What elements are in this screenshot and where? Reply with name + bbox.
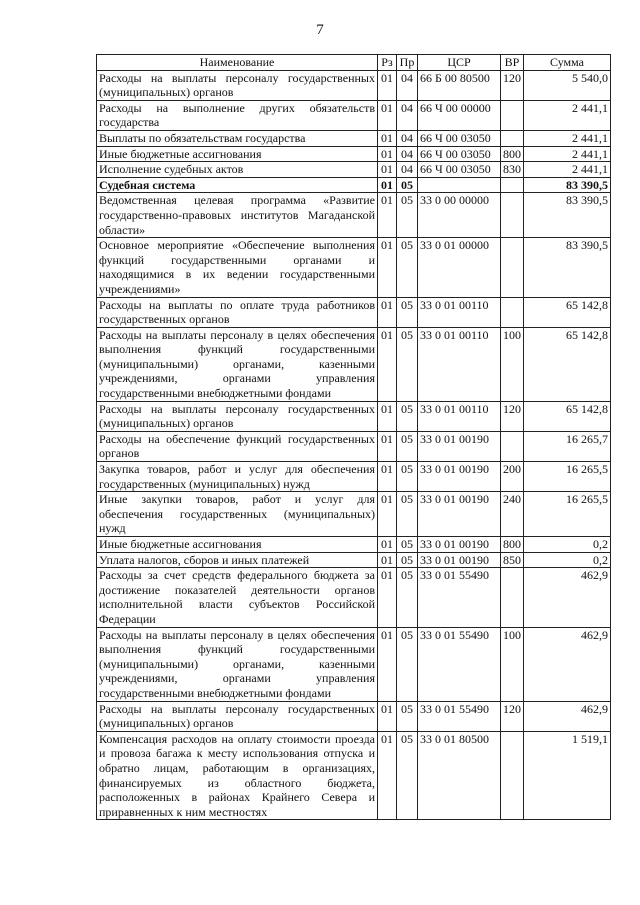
cell-csr: 66 Ч 00 03050	[418, 130, 501, 146]
cell-name: Компенсация расходов на оплату стоимости проезда и провоза багажа к месту использования отпуска и обратно лицам, работающим в организациях, финансируемых из областного бюджета, расположенных в районах Крайнего Севера и приравненных к ним местностях	[97, 731, 378, 820]
cell-vr: 100	[501, 627, 524, 701]
cell-rz: 01	[378, 297, 397, 327]
cell-vr	[501, 568, 524, 627]
cell-sum: 16 265,5	[524, 492, 611, 537]
cell-rz: 01	[378, 552, 397, 568]
table-row	[97, 431, 611, 461]
cell-csr: 33 0 01 55490	[418, 701, 501, 731]
cell-rz: 01	[378, 238, 397, 297]
cell-csr: 33 0 00 00000	[418, 193, 501, 238]
cell-rz: 01	[378, 701, 397, 731]
cell-csr: 66 Б 00 80500	[418, 70, 501, 100]
cell-vr: 120	[501, 401, 524, 431]
cell-name: Закупка товаров, работ и услуг для обеспечения государственных (муниципальных) нужд	[97, 462, 378, 492]
cell-sum: 65 142,8	[524, 401, 611, 431]
cell-vr	[501, 431, 524, 461]
cell-csr: 66 Ч 00 03050	[418, 162, 501, 178]
cell-csr	[418, 177, 501, 193]
cell-vr: 120	[501, 701, 524, 731]
cell-name: Расходы на выплаты персоналу в целях обеспечения выполнения функций государственными (муниципальными) органами, казенными учреждениями, органами управления государственными внебюджетными фондами	[97, 327, 378, 401]
cell-pr: 05	[397, 627, 418, 701]
cell-csr: 33 0 01 00110	[418, 297, 501, 327]
header-vr: ВР	[501, 55, 524, 71]
cell-sum: 2 441,1	[524, 162, 611, 178]
cell-vr: 830	[501, 162, 524, 178]
cell-csr: 66 Ч 00 03050	[418, 146, 501, 162]
cell-name: Основное мероприятие «Обеспечение выполнения функций государственными органами и находящимися в их ведении государственными учреждениями»	[97, 238, 378, 297]
cell-name: Расходы на выплаты персоналу государственных (муниципальных) органов	[97, 701, 378, 731]
cell-sum: 83 390,5	[524, 177, 611, 193]
cell-pr: 05	[397, 552, 418, 568]
table-row	[97, 492, 611, 537]
cell-rz: 01	[378, 146, 397, 162]
cell-rz: 01	[378, 193, 397, 238]
cell-name: Ведомственная целевая программа «Развитие государственно-правовых институтов Магаданской области»	[97, 193, 378, 238]
cell-csr: 33 0 01 00190	[418, 431, 501, 461]
cell-sum: 83 390,5	[524, 238, 611, 297]
cell-sum: 2 441,1	[524, 130, 611, 146]
cell-sum: 5 540,0	[524, 70, 611, 100]
cell-pr: 05	[397, 177, 418, 193]
cell-vr	[501, 731, 524, 820]
table-row	[97, 552, 611, 568]
table-row	[97, 70, 611, 100]
cell-rz: 01	[378, 568, 397, 627]
cell-rz: 01	[378, 492, 397, 537]
table-row	[97, 401, 611, 431]
cell-name: Расходы за счет средств федерального бюджета за достижение показателей деятельности органов исполнительной власти субъектов Российской Федерации	[97, 568, 378, 627]
cell-pr: 04	[397, 130, 418, 146]
cell-csr: 33 0 01 00190	[418, 462, 501, 492]
cell-name: Иные закупки товаров, работ и услуг для обеспечения государственных (муниципальных) нужд	[97, 492, 378, 537]
cell-vr	[501, 100, 524, 130]
cell-pr: 05	[397, 431, 418, 461]
cell-sum: 65 142,8	[524, 297, 611, 327]
cell-vr: 240	[501, 492, 524, 537]
cell-rz: 01	[378, 537, 397, 553]
cell-sum: 2 441,1	[524, 100, 611, 130]
cell-csr: 33 0 01 00000	[418, 238, 501, 297]
cell-name: Иные бюджетные ассигнования	[97, 537, 378, 553]
cell-pr: 05	[397, 731, 418, 820]
cell-pr: 05	[397, 701, 418, 731]
cell-vr: 100	[501, 327, 524, 401]
cell-csr: 33 0 01 00190	[418, 492, 501, 537]
cell-sum: 16 265,5	[524, 462, 611, 492]
cell-sum: 462,9	[524, 568, 611, 627]
table-row	[97, 193, 611, 238]
cell-sum: 1 519,1	[524, 731, 611, 820]
cell-rz: 01	[378, 431, 397, 461]
cell-vr	[501, 130, 524, 146]
header-pr: Пр	[397, 55, 418, 71]
cell-rz: 01	[378, 70, 397, 100]
cell-name: Расходы на выплаты персоналу государственных (муниципальных) органов	[97, 70, 378, 100]
table-row	[97, 162, 611, 178]
cell-pr: 05	[397, 401, 418, 431]
cell-rz: 01	[378, 462, 397, 492]
cell-csr: 33 0 01 00190	[418, 537, 501, 553]
table-row	[97, 327, 611, 401]
header-sum: Сумма	[524, 55, 611, 71]
cell-pr: 04	[397, 146, 418, 162]
cell-name: Исполнение судебных актов	[97, 162, 378, 178]
header-rz: Рз	[378, 55, 397, 71]
cell-vr: 800	[501, 537, 524, 553]
cell-name: Расходы на выплаты персоналу в целях обеспечения выполнения функций государственными (муниципальными) органами, казенными учреждениями, органами управления государственными внебюджетными фондами	[97, 627, 378, 701]
cell-name: Расходы на выплаты персоналу государственных (муниципальных) органов	[97, 401, 378, 431]
header-csr: ЦСР	[418, 55, 501, 71]
table-row	[97, 537, 611, 553]
cell-pr: 05	[397, 492, 418, 537]
cell-pr: 05	[397, 537, 418, 553]
cell-vr: 850	[501, 552, 524, 568]
table-header-row	[97, 55, 611, 71]
cell-sum: 462,9	[524, 627, 611, 701]
cell-rz: 01	[378, 731, 397, 820]
table-row	[97, 627, 611, 701]
cell-sum: 0,2	[524, 537, 611, 553]
cell-csr: 66 Ч 00 00000	[418, 100, 501, 130]
table-row	[97, 100, 611, 130]
cell-csr: 33 0 01 80500	[418, 731, 501, 820]
cell-rz: 01	[378, 162, 397, 178]
cell-name: Уплата налогов, сборов и иных платежей	[97, 552, 378, 568]
page-number: 7	[316, 22, 324, 38]
cell-pr: 04	[397, 162, 418, 178]
cell-rz: 01	[378, 100, 397, 130]
cell-rz: 01	[378, 177, 397, 193]
cell-rz: 01	[378, 627, 397, 701]
cell-sum: 16 265,7	[524, 431, 611, 461]
cell-sum: 65 142,8	[524, 327, 611, 401]
cell-pr: 05	[397, 327, 418, 401]
table-row	[97, 462, 611, 492]
cell-vr: 120	[501, 70, 524, 100]
cell-pr: 05	[397, 238, 418, 297]
cell-pr: 05	[397, 462, 418, 492]
cell-csr: 33 0 01 00110	[418, 401, 501, 431]
cell-pr: 04	[397, 70, 418, 100]
budget-table	[96, 54, 611, 820]
cell-sum: 2 441,1	[524, 146, 611, 162]
cell-name: Расходы на выполнение других обязательств государства	[97, 100, 378, 130]
cell-name: Судебная система	[97, 177, 378, 193]
cell-vr	[501, 238, 524, 297]
cell-sum: 83 390,5	[524, 193, 611, 238]
cell-csr: 33 0 01 00110	[418, 327, 501, 401]
table-row	[97, 238, 611, 297]
cell-name: Иные бюджетные ассигнования	[97, 146, 378, 162]
cell-vr	[501, 193, 524, 238]
cell-rz: 01	[378, 130, 397, 146]
cell-vr: 800	[501, 146, 524, 162]
cell-pr: 05	[397, 568, 418, 627]
cell-sum: 0,2	[524, 552, 611, 568]
table-row	[97, 146, 611, 162]
cell-sum: 462,9	[524, 701, 611, 731]
cell-name: Выплаты по обязательствам государства	[97, 130, 378, 146]
table-row	[97, 177, 611, 193]
cell-rz: 01	[378, 327, 397, 401]
cell-rz: 01	[378, 401, 397, 431]
cell-name: Расходы на выплаты по оплате труда работников государственных органов	[97, 297, 378, 327]
cell-pr: 05	[397, 193, 418, 238]
cell-vr: 200	[501, 462, 524, 492]
cell-vr	[501, 297, 524, 327]
table-row	[97, 568, 611, 627]
table-row	[97, 731, 611, 820]
cell-vr	[501, 177, 524, 193]
table-row	[97, 297, 611, 327]
cell-csr: 33 0 01 00190	[418, 552, 501, 568]
cell-csr: 33 0 01 55490	[418, 568, 501, 627]
cell-csr: 33 0 01 55490	[418, 627, 501, 701]
table-row	[97, 701, 611, 731]
table-row	[97, 130, 611, 146]
cell-pr: 05	[397, 297, 418, 327]
cell-pr: 04	[397, 100, 418, 130]
header-name: Наименование	[97, 55, 378, 71]
cell-name: Расходы на обеспечение функций государственных органов	[97, 431, 378, 461]
